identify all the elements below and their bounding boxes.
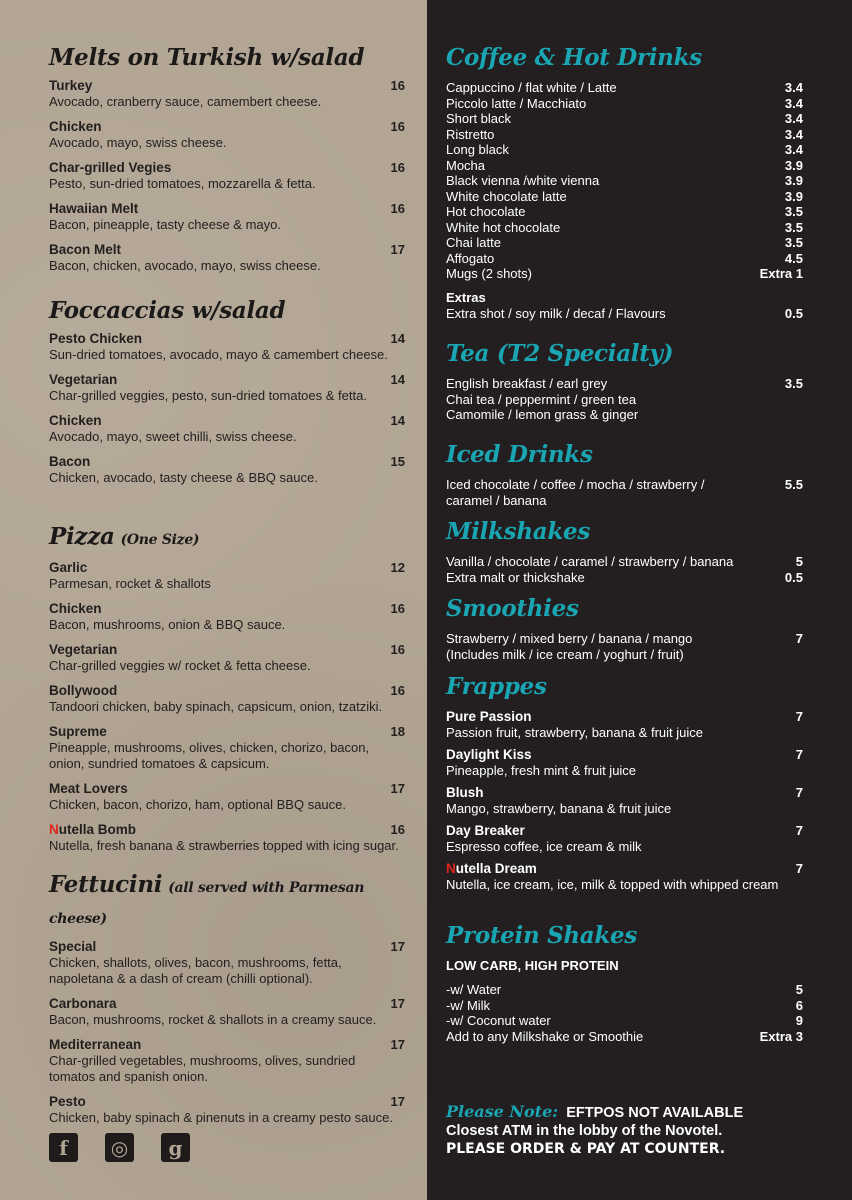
item-description: Bacon, pineapple, tasty cheese & mayo. bbox=[49, 217, 281, 232]
item-name: Bollywood bbox=[49, 683, 118, 698]
drink-row bbox=[446, 266, 803, 282]
menu-item bbox=[49, 454, 405, 486]
section-heading bbox=[49, 44, 405, 72]
item-name: Blush bbox=[446, 785, 484, 800]
drink-name: Chai latte bbox=[446, 235, 501, 250]
item-price: 16 bbox=[390, 822, 405, 837]
drink-name: English breakfast / earl grey bbox=[446, 376, 608, 391]
menu-item bbox=[49, 160, 405, 192]
drink-row bbox=[446, 631, 803, 647]
item-price: 16 bbox=[390, 160, 405, 175]
drink-price: 3.5 bbox=[784, 235, 803, 250]
menu-item bbox=[49, 724, 405, 772]
section-fettucini bbox=[49, 871, 405, 1135]
item-name: Special bbox=[49, 939, 97, 954]
note-order: PLEASE ORDER & PAY AT COUNTER. bbox=[446, 1141, 726, 1157]
item-price: 17 bbox=[390, 1037, 405, 1052]
item-price: 14 bbox=[390, 413, 405, 428]
item-description: Chicken, avocado, tasty cheese & BBQ sauce. bbox=[49, 470, 318, 485]
drink-name: Mugs (2 shots) bbox=[446, 266, 532, 281]
item-name: Chicken bbox=[49, 119, 102, 134]
drink-price: 0.5 bbox=[784, 305, 803, 321]
section-title: Pizza bbox=[49, 523, 115, 550]
drink-row bbox=[446, 189, 803, 205]
drink-row bbox=[446, 570, 803, 586]
section-protein-shakes bbox=[446, 922, 803, 1044]
item-description: Avocado, mayo, sweet chilli, swiss cheese. bbox=[49, 429, 297, 444]
menu-item bbox=[49, 1037, 405, 1085]
section-title: Smoothies bbox=[446, 595, 579, 622]
item-description: Char-grilled veggies, pesto, sun-dried tomatoes & fetta. bbox=[49, 388, 367, 403]
item-name: Bacon bbox=[49, 454, 91, 469]
note-eftpos: EFTPOS NOT AVAILABLE bbox=[566, 1105, 744, 1121]
item-price: 14 bbox=[390, 372, 405, 387]
menu-item bbox=[49, 1094, 405, 1126]
drink-price: 3.9 bbox=[784, 157, 803, 173]
drink-name: Short black bbox=[446, 111, 512, 126]
item-price: 17 bbox=[390, 1094, 405, 1109]
item-description: Passion fruit, strawberry, banana & fruit juice bbox=[446, 724, 703, 740]
item-description: Mango, strawberry, banana & fruit juice bbox=[446, 800, 672, 816]
drink-name: Long black bbox=[446, 142, 509, 157]
drink-row bbox=[446, 306, 803, 322]
item-name: Pesto bbox=[49, 1094, 86, 1109]
item-price: 7 bbox=[795, 823, 803, 838]
section-title: Tea (T2 Specialty) bbox=[446, 340, 674, 367]
drink-price: 4.5 bbox=[784, 250, 803, 266]
item-price: 15 bbox=[390, 454, 405, 469]
item-name: Pesto Chicken bbox=[49, 331, 143, 346]
item-description: Avocado, cranberry sauce, camembert cheese. bbox=[49, 94, 322, 109]
drink-price: 3.5 bbox=[784, 376, 803, 391]
drink-price: 3.4 bbox=[784, 80, 803, 95]
item-description: Pineapple, fresh mint & fruit juice bbox=[446, 762, 637, 778]
item-price: 16 bbox=[390, 683, 405, 698]
menu-item bbox=[49, 119, 405, 151]
menu-item bbox=[446, 709, 803, 740]
item-price: 16 bbox=[390, 78, 405, 93]
drinks-panel bbox=[427, 0, 852, 1200]
section-pizza bbox=[49, 523, 405, 863]
section-coffee-hot-drinks bbox=[446, 44, 803, 321]
item-description: Bacon, chicken, avocado, mayo, swiss cheese. bbox=[49, 258, 321, 273]
item-description: Espresso coffee, ice cream & milk bbox=[446, 838, 642, 854]
drink-price: Extra 3 bbox=[759, 1028, 803, 1044]
drink-price: Extra 1 bbox=[759, 266, 803, 281]
item-description: Tandoori chicken, baby spinach, capsicum, onion, tzatziki. bbox=[49, 699, 383, 714]
menu-item bbox=[49, 242, 405, 274]
item-price: 17 bbox=[390, 996, 405, 1011]
drink-price: 0.5 bbox=[784, 569, 803, 585]
menu-item bbox=[49, 822, 405, 854]
item-name-initial: N bbox=[446, 861, 456, 876]
section-smoothies bbox=[446, 595, 803, 662]
item-description: Bacon, mushrooms, rocket & shallots in a creamy sauce. bbox=[49, 1012, 377, 1027]
drink-price: 5 bbox=[795, 554, 803, 569]
drink-row bbox=[446, 998, 803, 1014]
item-price: 7 bbox=[795, 709, 803, 724]
item-name: Mediterranean bbox=[49, 1037, 142, 1052]
section-title: Frappes bbox=[446, 673, 547, 700]
item-name: Nutella Dream bbox=[446, 861, 537, 876]
drink-name: (Includes milk / ice cream / yoghurt / fruit) bbox=[446, 646, 684, 662]
drink-name: Chai tea / peppermint / green tea bbox=[446, 391, 637, 407]
item-price: 17 bbox=[390, 781, 405, 796]
item-description: Nutella, fresh banana & strawberries topped with icing sugar. bbox=[49, 838, 399, 853]
section-melts-on-turkish-w-salad bbox=[49, 44, 405, 283]
drink-row bbox=[446, 80, 803, 96]
drink-row bbox=[446, 158, 803, 174]
item-price: 12 bbox=[390, 560, 405, 575]
item-price: 16 bbox=[390, 119, 405, 134]
menu-item bbox=[49, 601, 405, 633]
drink-price: 3.5 bbox=[784, 219, 803, 235]
drink-name: Affogato bbox=[446, 250, 495, 266]
menu-item bbox=[49, 413, 405, 445]
menu-item bbox=[49, 939, 405, 987]
drink-row bbox=[446, 251, 803, 267]
drink-row bbox=[446, 235, 803, 251]
menu-item bbox=[49, 372, 405, 404]
section-frappes bbox=[446, 673, 803, 899]
drink-name: Cappuccino / flat white / Latte bbox=[446, 80, 617, 95]
menu-item bbox=[49, 331, 405, 363]
drink-row bbox=[446, 1029, 803, 1045]
item-name: Char-grilled Vegies bbox=[49, 160, 172, 175]
drink-row bbox=[446, 204, 803, 220]
menu-item bbox=[446, 785, 803, 816]
drink-price: 3.9 bbox=[784, 188, 803, 204]
menu-item bbox=[49, 996, 405, 1028]
drink-name: Ristretto bbox=[446, 126, 495, 142]
item-price: 18 bbox=[390, 724, 405, 739]
item-price: 17 bbox=[390, 939, 405, 954]
section-subheading: LOW CARB, HIGH PROTEIN bbox=[446, 958, 619, 973]
item-description: Chicken, bacon, chorizo, ham, optional BBQ sauce. bbox=[49, 797, 346, 812]
drink-name: Hot chocolate bbox=[446, 204, 526, 219]
menu-item bbox=[49, 683, 405, 715]
item-name: Vegetarian bbox=[49, 642, 118, 657]
drink-name: Camomile / lemon grass & ginger bbox=[446, 407, 639, 422]
item-price: 7 bbox=[795, 861, 803, 876]
item-price: 7 bbox=[795, 747, 803, 762]
drink-price: 7 bbox=[795, 631, 803, 646]
item-description: Char-grilled veggies w/ rocket & fetta cheese. bbox=[49, 658, 311, 673]
menu-item bbox=[446, 747, 803, 778]
drink-name: Vanilla / chocolate / caramel / strawberry / banana bbox=[446, 554, 734, 569]
menu-item bbox=[49, 78, 405, 110]
section-subtitle: (One Size) bbox=[120, 532, 200, 548]
section-heading bbox=[49, 871, 405, 933]
drink-price: 3.4 bbox=[784, 95, 803, 111]
menu-item bbox=[446, 861, 803, 892]
item-price: 7 bbox=[795, 785, 803, 800]
please-note bbox=[446, 1103, 836, 1158]
item-price: 16 bbox=[390, 601, 405, 616]
item-description: Pesto, sun-dried tomatoes, mozzarella & fetta. bbox=[49, 176, 316, 191]
item-name: Chicken bbox=[49, 601, 102, 616]
drink-row bbox=[446, 96, 803, 112]
note-label: Please Note: bbox=[446, 1102, 559, 1121]
drink-row bbox=[446, 477, 803, 508]
drink-price: 5 bbox=[795, 982, 803, 997]
drink-price: 3.4 bbox=[784, 126, 803, 142]
section-milkshakes bbox=[446, 518, 803, 585]
item-description: Chicken, baby spinach & pinenuts in a creamy pesto sauce. bbox=[49, 1110, 393, 1125]
drink-name: Iced chocolate / coffee / mocha / strawberry / caramel / banana bbox=[446, 477, 705, 508]
drink-price: 3.9 bbox=[784, 173, 803, 188]
menu-item bbox=[49, 642, 405, 674]
item-price: 16 bbox=[390, 201, 405, 216]
section-title: Foccaccias w/salad bbox=[49, 297, 286, 324]
drink-row bbox=[446, 220, 803, 236]
drink-price: 6 bbox=[795, 997, 803, 1013]
item-name: Carbonara bbox=[49, 996, 117, 1011]
item-name: Pure Passion bbox=[446, 709, 532, 724]
drink-name: White hot chocolate bbox=[446, 219, 561, 235]
drink-row bbox=[446, 407, 803, 423]
drink-name: Mocha bbox=[446, 157, 486, 173]
section-heading bbox=[49, 523, 405, 554]
item-price: 16 bbox=[390, 642, 405, 657]
facebook-icon[interactable]: f bbox=[49, 1133, 78, 1162]
item-name: Supreme bbox=[49, 724, 107, 739]
section-foccaccias-w-salad bbox=[49, 297, 405, 495]
drink-price: 5.5 bbox=[784, 477, 803, 492]
drink-row bbox=[446, 173, 803, 189]
section-title: Coffee & Hot Drinks bbox=[446, 44, 702, 71]
menu-item bbox=[49, 781, 405, 813]
menu-item bbox=[446, 823, 803, 854]
item-price: 14 bbox=[390, 331, 405, 346]
drink-row bbox=[446, 647, 803, 663]
drink-name: Black vienna /white vienna bbox=[446, 173, 600, 188]
item-description: Char-grilled vegetables, mushrooms, olives, sundried tomatos and spanish onion. bbox=[49, 1053, 356, 1084]
item-name-initial: N bbox=[49, 822, 59, 837]
drink-name: Add to any Milkshake or Smoothie bbox=[446, 1028, 644, 1044]
drink-row bbox=[446, 142, 803, 158]
drink-name: Extra malt or thickshake bbox=[446, 569, 585, 585]
item-name: Nutella Bomb bbox=[49, 822, 137, 837]
section-title: Protein Shakes bbox=[446, 922, 638, 949]
drink-row bbox=[446, 111, 803, 127]
drink-name: Strawberry / mixed berry / banana / mango bbox=[446, 631, 693, 646]
item-description: Pineapple, mushrooms, olives, chicken, chorizo, bacon, onion, sundried tomatoes & capsicum. bbox=[49, 740, 370, 771]
section-heading bbox=[49, 297, 405, 325]
section-title: Melts on Turkish w/salad bbox=[49, 44, 365, 71]
drink-name: -w/ Water bbox=[446, 982, 502, 997]
section-title: Milkshakes bbox=[446, 518, 590, 545]
item-name: Garlic bbox=[49, 560, 88, 575]
item-description: Nutella, ice cream, ice, milk & topped with whipped cream bbox=[446, 876, 779, 892]
drink-price: 3.4 bbox=[784, 111, 803, 126]
instagram-icon[interactable]: ◎ bbox=[105, 1133, 134, 1162]
item-name: Hawaiian Melt bbox=[49, 201, 139, 216]
drink-row bbox=[446, 1013, 803, 1029]
section-subheading: Extras bbox=[446, 289, 486, 305]
drink-name: Piccolo latte / Macchiato bbox=[446, 95, 587, 111]
menu-item bbox=[49, 560, 405, 592]
section-iced-drinks bbox=[446, 441, 803, 508]
item-name: Daylight Kiss bbox=[446, 747, 532, 762]
drink-name: -w/ Coconut water bbox=[446, 1013, 551, 1028]
item-name: Chicken bbox=[49, 413, 102, 428]
item-name: Day Breaker bbox=[446, 823, 525, 838]
item-name: Turkey bbox=[49, 78, 93, 93]
note-atm: Closest ATM in the lobby of the Novotel. bbox=[446, 1123, 723, 1139]
item-description: Sun-dried tomatoes, avocado, mayo & camembert cheese. bbox=[49, 347, 388, 362]
drink-name: Extra shot / soy milk / decaf / Flavours bbox=[446, 305, 666, 321]
item-name: Vegetarian bbox=[49, 372, 118, 387]
section-title: Fettucini bbox=[49, 871, 163, 898]
drink-row bbox=[446, 392, 803, 408]
drink-name: -w/ Milk bbox=[446, 997, 491, 1013]
item-price: 17 bbox=[390, 242, 405, 257]
drink-row bbox=[446, 127, 803, 143]
item-name: Meat Lovers bbox=[49, 781, 128, 796]
item-description: Parmesan, rocket & shallots bbox=[49, 576, 211, 591]
drink-price: 3.4 bbox=[784, 142, 803, 157]
drink-row bbox=[446, 376, 803, 392]
menu-item bbox=[49, 201, 405, 233]
google-icon[interactable]: g bbox=[161, 1133, 190, 1162]
drink-price: 9 bbox=[795, 1013, 803, 1028]
drink-name: White chocolate latte bbox=[446, 188, 567, 204]
item-description: Chicken, shallots, olives, bacon, mushrooms, fetta, napoletana & a dash of cream (chilli optional). bbox=[49, 955, 342, 986]
section-tea-t2-specialty bbox=[446, 340, 803, 423]
section-subtitle: (all served with Parmesan cheese) bbox=[49, 880, 365, 927]
drink-price: 3.5 bbox=[784, 204, 803, 219]
item-description: Bacon, mushrooms, onion & BBQ sauce. bbox=[49, 617, 286, 632]
drink-row bbox=[446, 982, 803, 998]
item-description: Avocado, mayo, swiss cheese. bbox=[49, 135, 227, 150]
section-title: Iced Drinks bbox=[446, 441, 593, 468]
drink-row bbox=[446, 554, 803, 570]
item-name: Bacon Melt bbox=[49, 242, 122, 257]
